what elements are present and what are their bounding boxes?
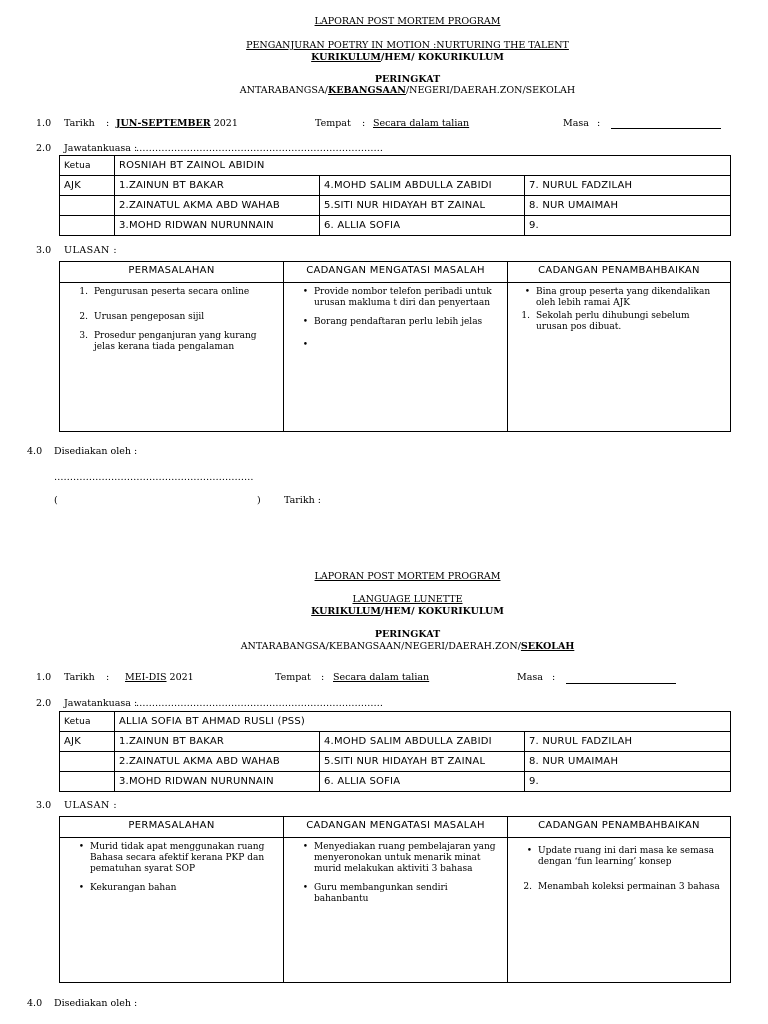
peringkat-a: ANTARABANGSA/ xyxy=(239,85,328,96)
section-4-number: 4.0 xyxy=(27,998,43,1009)
jawatankuasa-label: Jawatankuasa : xyxy=(64,698,138,709)
ulasan-label: ULASAN : xyxy=(64,245,118,256)
ajk-row xyxy=(60,772,731,792)
ulasan-header-row xyxy=(60,817,731,838)
tarikh-year: 2021 xyxy=(169,672,194,683)
tarikh-value xyxy=(116,118,238,129)
tempat-sep: : xyxy=(321,672,325,683)
list-text: Urusan pengeposan sijil xyxy=(94,312,205,322)
ajk-empty-cell xyxy=(60,772,115,792)
bullet-marker: • xyxy=(524,287,530,297)
ulasan-body-row xyxy=(60,838,731,983)
ajk-member: 3.MOHD RIDWAN NURUNNAIN xyxy=(115,772,320,792)
cadangan-mengatasi-cell xyxy=(284,283,508,432)
ajk-member: 8. NUR UMAIMAH xyxy=(525,752,731,772)
ulasan-label: ULASAN : xyxy=(64,800,118,811)
list-item xyxy=(290,842,501,875)
peringkat-line xyxy=(0,85,768,96)
ajk-member: 5.SITI NUR HIDAYAH BT ZAINAL xyxy=(320,752,525,772)
tarikh-year: 2021 xyxy=(213,118,238,129)
list-item xyxy=(290,287,501,309)
signature-dots: ……………………………………………………… xyxy=(54,472,254,483)
ulasan-table xyxy=(59,816,731,983)
bullet-marker: • xyxy=(302,340,308,350)
committee-table xyxy=(59,711,731,792)
list-item xyxy=(66,842,277,875)
ajk-row xyxy=(60,752,731,772)
jawatankuasa-label: Jawatankuasa : xyxy=(64,143,138,154)
unit-kurikulum: KURIKULUM xyxy=(311,606,381,617)
peringkat-line xyxy=(0,641,768,652)
list-text: Bina group peserta yang dikendalikan oleh lebih ramai AJK xyxy=(536,287,711,308)
ajk-empty-cell xyxy=(60,752,115,772)
ajk-member: 7. NURUL FADZILAH xyxy=(525,176,731,196)
list-text: Update ruang ini dari masa ke semasa dengan ‘fun learning’ konsep xyxy=(538,846,714,867)
masa-sep: : xyxy=(597,118,601,129)
list-text: Menambah koleksi permainan 3 bahasa xyxy=(538,882,720,892)
tarikh-value xyxy=(125,672,194,683)
masa-label: Masa xyxy=(517,672,543,683)
bullet-marker: • xyxy=(526,846,532,856)
unit-kurikulum: KURIKULUM xyxy=(311,52,381,63)
paren-open: ( xyxy=(54,495,58,506)
ajk-row xyxy=(60,732,731,752)
ulasan-header-row xyxy=(60,262,731,283)
cadangan-mengatasi-cell xyxy=(284,838,508,983)
masa-blank-line[interactable] xyxy=(611,116,721,129)
section-2-number: 2.0 xyxy=(36,143,52,154)
tempat-sep: : xyxy=(362,118,366,129)
bullet-marker: • xyxy=(78,883,84,893)
unit-line xyxy=(0,52,768,63)
ajk-row xyxy=(60,176,731,196)
ajk-empty-cell xyxy=(60,196,115,216)
jawatankuasa-dots: …………………………………………………………………… xyxy=(136,143,383,154)
list-marker: 1. xyxy=(79,287,88,297)
tarikh-label: Tarikh xyxy=(64,672,95,683)
ajk-member: 5.SITI NUR HIDAYAH BT ZAINAL xyxy=(320,196,525,216)
program-name: PENGANJURAN POETRY IN MOTION :NURTURING THE TALENT xyxy=(246,40,569,51)
peringkat-b: KEBANGSAAN xyxy=(327,85,406,96)
tarikh-months: JUN-SEPTEMBER xyxy=(116,118,211,129)
ajk-member: 6. ALLIA SOFIA xyxy=(320,772,525,792)
peringkat-b: SEKOLAH xyxy=(520,641,575,652)
header-cadangan-mengatasi: CADANGAN MENGATASI MASALAH xyxy=(284,817,508,838)
tarikh-label: Tarikh xyxy=(64,118,95,129)
report-title: LAPORAN POST MORTEM PROGRAM xyxy=(314,571,501,582)
ketua-name: ROSNIAH BT ZAINOL ABIDIN xyxy=(115,156,731,176)
ketua-label: Ketua xyxy=(60,156,115,176)
unit-rest: /HEM/ KOKURIKULUM xyxy=(380,606,504,617)
ajk-member: 7. NURUL FADZILAH xyxy=(525,732,731,752)
tarikh-sign-label: Tarikh : xyxy=(284,495,321,506)
ajk-member: 2.ZAINATUL AKMA ABD WAHAB xyxy=(115,752,320,772)
peringkat-label: PERINGKAT xyxy=(374,629,441,640)
ketua-row xyxy=(60,712,731,732)
peringkat-label: PERINGKAT xyxy=(374,74,441,85)
ajk-member: 2.ZAINATUL AKMA ABD WAHAB xyxy=(115,196,320,216)
list-item xyxy=(66,312,277,323)
masa-label: Masa xyxy=(563,118,589,129)
ketua-row xyxy=(60,156,731,176)
list-item xyxy=(514,846,724,868)
disediakan-label: Disediakan oleh : xyxy=(54,446,138,457)
ajk-member: 3.MOHD RIDWAN NURUNNAIN xyxy=(115,216,320,236)
list-item xyxy=(290,317,501,328)
list-marker: 2. xyxy=(523,882,532,892)
list-text: Guru membangunkan sendiri bahanbantu xyxy=(314,883,448,904)
tempat-value: Secara dalam talian xyxy=(373,118,470,129)
tarikh-months: MEI-DIS xyxy=(125,672,167,683)
unit-line xyxy=(0,606,768,617)
permasalahan-cell xyxy=(60,283,284,432)
list-text xyxy=(314,340,501,351)
list-item xyxy=(514,882,724,893)
list-text: Provide nombor telefon peribadi untuk urusan makluma t diri dan penyertaan xyxy=(314,287,492,308)
section-4-number: 4.0 xyxy=(27,446,43,457)
tempat-value: Secara dalam talian xyxy=(333,672,430,683)
bullet-marker: • xyxy=(78,842,84,852)
bullet-marker: • xyxy=(302,317,308,327)
bullet-marker: • xyxy=(302,883,308,893)
report-title: LAPORAN POST MORTEM PROGRAM xyxy=(314,16,501,27)
header-permasalahan: PERMASALAHAN xyxy=(60,817,284,838)
section-2-number: 2.0 xyxy=(36,698,52,709)
peringkat-c: /NEGERI/DAERAH.ZON/SEKOLAH xyxy=(405,85,576,96)
header-cadangan-penambahbaikan: CADANGAN PENAMBAHBAIKAN xyxy=(508,262,731,283)
paren-close: ) xyxy=(257,495,261,506)
list-item xyxy=(66,331,277,353)
header-cadangan-mengatasi: CADANGAN MENGATASI MASALAH xyxy=(284,262,508,283)
ajk-row xyxy=(60,216,731,236)
bullet-marker: • xyxy=(302,287,308,297)
masa-sep: : xyxy=(552,672,556,683)
list-item xyxy=(66,883,277,894)
list-text: Borang pendaftaran perlu lebih jelas xyxy=(314,317,483,327)
ketua-name: ALLIA SOFIA BT AHMAD RUSLI (PSS) xyxy=(115,712,731,732)
tarikh-sep: : xyxy=(106,672,110,683)
ajk-member: 6. ALLIA SOFIA xyxy=(320,216,525,236)
unit-rest: /HEM/ KOKURIKULUM xyxy=(380,52,504,63)
tempat-label: Tempat xyxy=(315,118,351,129)
ajk-member: 8. NUR UMAIMAH xyxy=(525,196,731,216)
program-name: LANGUAGE LUNETTE xyxy=(352,594,463,605)
ajk-member: 1.ZAINUN BT BAKAR xyxy=(115,176,320,196)
list-item xyxy=(514,311,724,333)
section-3-number: 3.0 xyxy=(36,800,52,811)
ajk-label: AJK xyxy=(60,732,115,752)
permasalahan-cell xyxy=(60,838,284,983)
list-text: Sekolah perlu dihubungi sebelum urusan pos dibuat. xyxy=(536,311,690,332)
tempat-label: Tempat xyxy=(275,672,311,683)
cadangan-penambahbaikan-cell xyxy=(508,283,731,432)
list-marker: 1. xyxy=(521,311,530,321)
list-item xyxy=(290,883,501,905)
disediakan-label: Disediakan oleh : xyxy=(54,998,138,1009)
masa-blank-line[interactable] xyxy=(566,671,676,684)
peringkat-a: ANTARABANGSA/KEBANGSAAN/NEGERI/DAERAH.ZON/ xyxy=(240,641,521,652)
committee-table xyxy=(59,155,731,236)
ajk-label: AJK xyxy=(60,176,115,196)
list-text: Pengurusan peserta secara online xyxy=(94,287,250,297)
ulasan-table xyxy=(59,261,731,432)
list-item xyxy=(66,287,277,298)
tarikh-sep: : xyxy=(106,118,110,129)
ajk-member: 9. xyxy=(525,216,731,236)
list-text: Murid tidak apat menggunakan ruang Bahasa secara afektif kerana PKP dan pematuhan syarat SOP xyxy=(90,842,265,874)
list-item xyxy=(290,340,501,351)
list-text: Menyediakan ruang pembelajaran yang menyeronokan untuk menarik minat murid melakukan aktiviti 3 bahasa xyxy=(314,842,496,874)
cadangan-penambahbaikan-cell xyxy=(508,838,731,983)
header-permasalahan: PERMASALAHAN xyxy=(60,262,284,283)
ketua-label: Ketua xyxy=(60,712,115,732)
section-1-number: 1.0 xyxy=(36,118,52,129)
list-text: Kekurangan bahan xyxy=(90,883,177,893)
ajk-member: 1.ZAINUN BT BAKAR xyxy=(115,732,320,752)
list-marker: 2. xyxy=(79,312,88,322)
ajk-member: 4.MOHD SALIM ABDULLA ZABIDI xyxy=(320,176,525,196)
section-1-number: 1.0 xyxy=(36,672,52,683)
ajk-member: 4.MOHD SALIM ABDULLA ZABIDI xyxy=(320,732,525,752)
ulasan-body-row xyxy=(60,283,731,432)
bullet-marker: • xyxy=(302,842,308,852)
jawatankuasa-dots: …………………………………………………………………… xyxy=(136,698,383,709)
ajk-member: 9. xyxy=(525,772,731,792)
ajk-row xyxy=(60,196,731,216)
list-marker: 3. xyxy=(79,331,88,341)
ajk-empty-cell xyxy=(60,216,115,236)
section-3-number: 3.0 xyxy=(36,245,52,256)
list-text: Prosedur penganjuran yang kurang jelas kerana tiada pengalaman xyxy=(94,331,257,352)
list-item xyxy=(514,287,724,309)
header-cadangan-penambahbaikan: CADANGAN PENAMBAHBAIKAN xyxy=(508,817,731,838)
